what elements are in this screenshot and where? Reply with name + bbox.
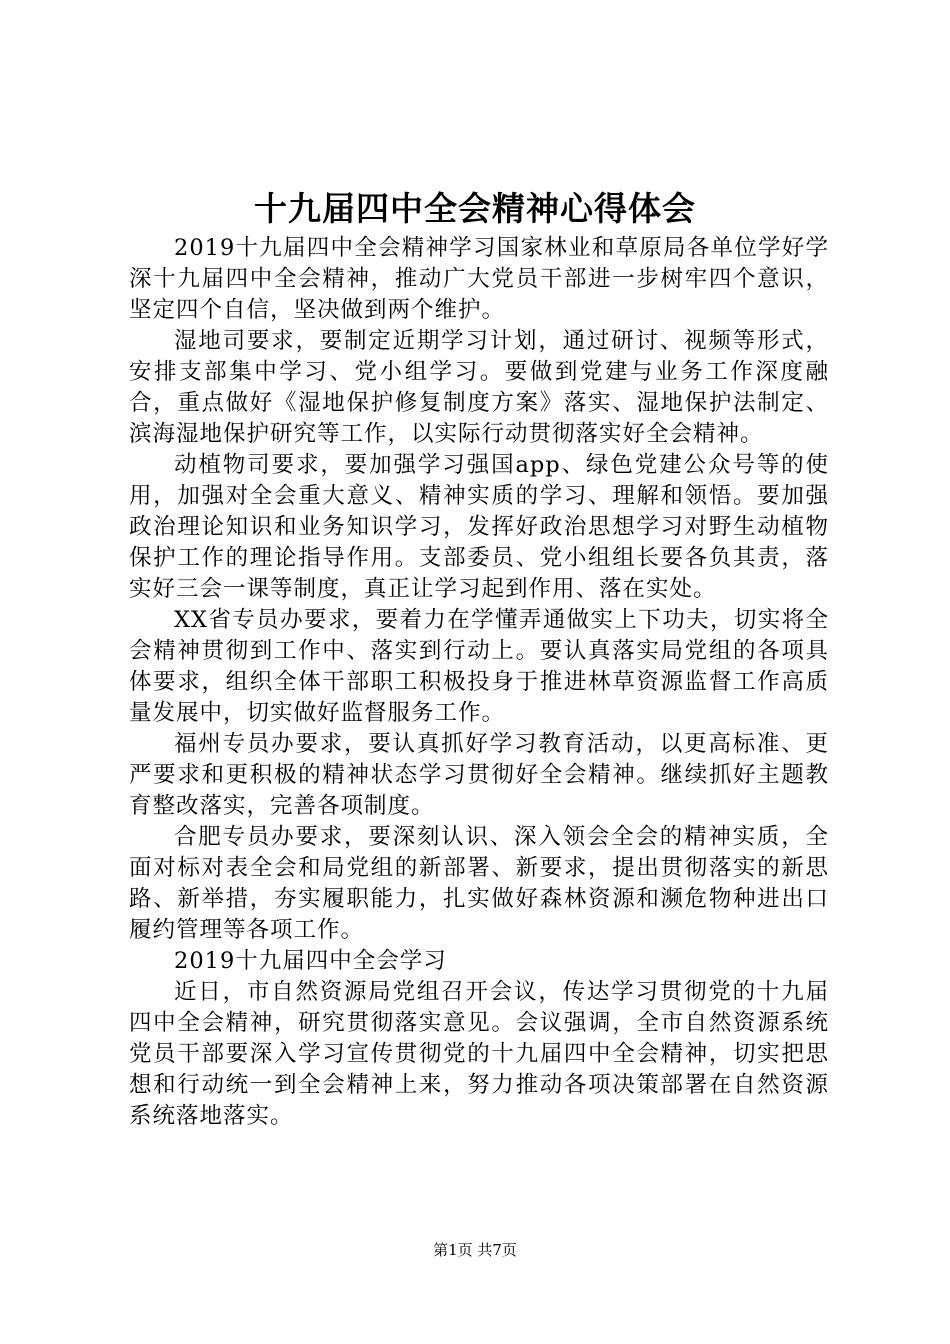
paragraph: 福州专员办要求，要认真抓好学习教育活动，以更高标准、更严要求和更积极的精神状态学习贯彻好全会精神。继续抓好主题教育整改落实，完善各项制度。 (129, 731, 829, 819)
paragraph: 合肥专员办要求，要深刻认识、深入领会全会的精神实质，全面对标对表全会和局党组的新部署、新要求，提出贯彻落实的新思路、新举措，夯实履职能力，扎实做好森林资源和濒危物种进出口履约管理等各项工作。 (129, 824, 829, 943)
paragraph: 湿地司要求，要制定近期学习计划，通过研讨、视频等形式，安排支部集中学习、党小组学习。要做到党建与业务工作深度融合，重点做好《湿地保护修复制度方案》落实、湿地保护法制定、滨海湿地保护研究等工作，以实际行动贯彻落实好全会精神。 (129, 328, 829, 447)
document-body (129, 233, 829, 1132)
paragraph: 动植物司要求，要加强学习强国app、绿色党建公众号等的使用，加强对全会重大意义、精神实质的学习、理解和领悟。要加强政治理论知识和业务知识学习，发挥好政治思想学习对野生动植物保护工作的理论指导作用。支部委员、党小组组长要各负其责，落实好三会一课等制度，真正让学习起到作用、落在实处。 (129, 452, 829, 602)
paragraph: 2019十九届四中全会精神学习国家林业和草原局各单位学好学深十九届四中全会精神，推动广大党员干部进一步树牢四个意识，坚定四个自信，坚决做到两个维护。 (129, 235, 829, 323)
section-heading: 2019十九届四中全会学习 (174, 948, 447, 974)
document-title: 十九届四中全会精神心得体会 (254, 189, 696, 228)
paragraph: 近日，市自然资源局党组召开会议，传达学习贯彻党的十九届四中全会精神，研究贯彻落实意见。会议强调，全市自然资源系统党员干部要深入学习宣传贯彻党的十九届四中全会精神，切实把思想和行动统一到全会精神上来，努力推动各项决策部署在自然资源系统落地落实。 (129, 979, 829, 1129)
paragraph: XX省专员办要求，要着力在学懂弄通做实上下功夫，切实将全会精神贯彻到工作中、落实到行动上。要认真落实局党组的各项具体要求，组织全体干部职工积极投身于推进林草资源监督工作高质量发展中，切实做好监督服务工作。 (129, 607, 829, 726)
page-number: 第1页 共7页 (433, 1241, 517, 1259)
